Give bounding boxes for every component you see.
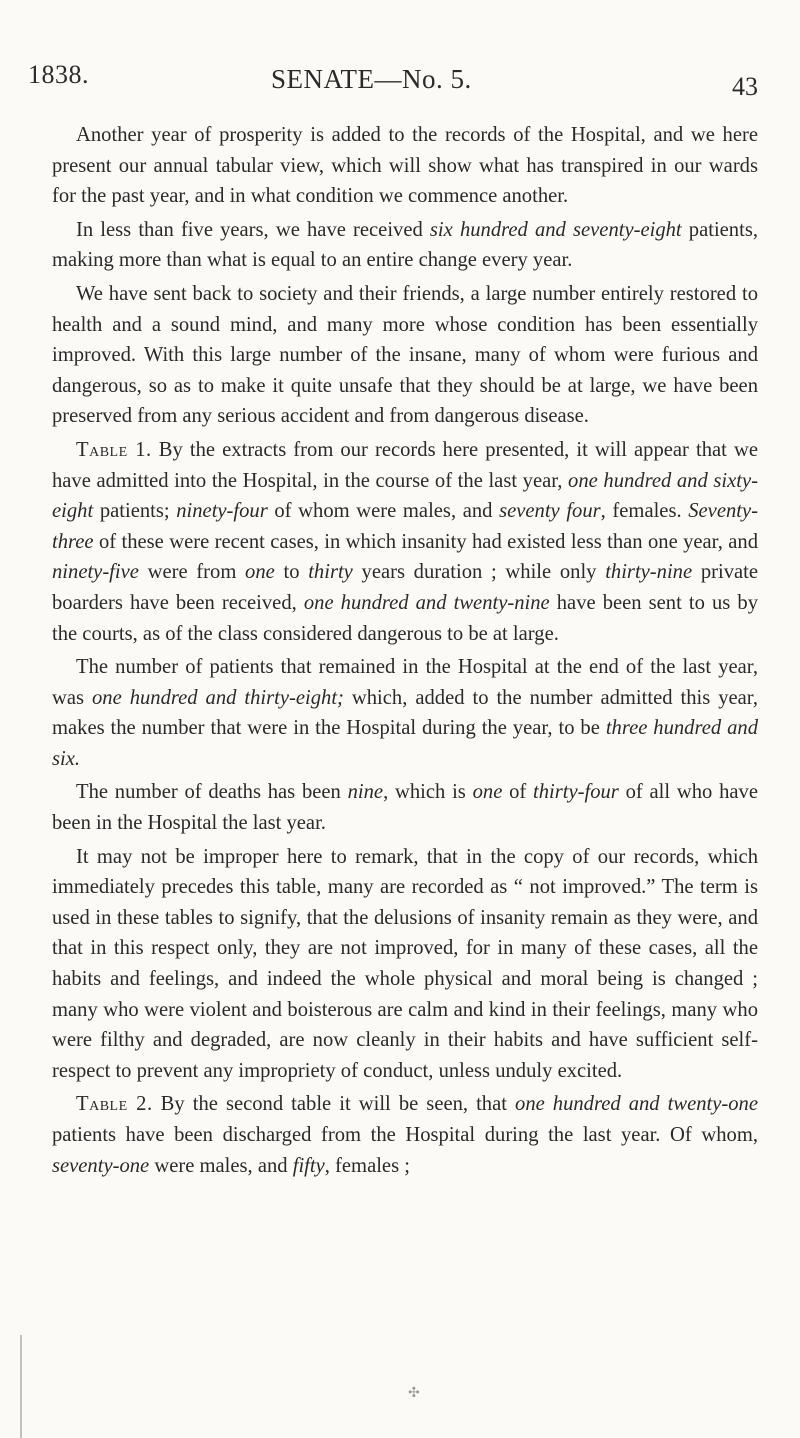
table-label: Table 2.	[76, 1093, 153, 1116]
text-run: patients, making more than what is equal to an entire change every year.	[52, 218, 758, 272]
text-run: By the second table it will be seen, that	[152, 1093, 516, 1116]
margin-rule	[20, 1335, 22, 1438]
paragraph-4	[52, 435, 758, 649]
emphasis-text: one hundred and twenty-nine	[303, 591, 550, 614]
paragraph-1	[52, 120, 758, 212]
text-run: were from	[138, 561, 246, 584]
paragraph-5	[52, 652, 758, 774]
text-run: , females.	[600, 500, 689, 523]
emphasis-text: nine	[347, 781, 384, 804]
header-title: SENATE—No. 5.	[271, 64, 472, 94]
emphasis-text: fifty	[292, 1154, 325, 1177]
emphasis-text: thirty	[308, 561, 353, 584]
page-number: 43	[732, 72, 758, 101]
text-run: to	[274, 561, 309, 584]
header-year: 1838.	[28, 60, 89, 89]
text-run: In less than five years, we have received	[76, 218, 430, 241]
paragraph-2	[52, 215, 758, 276]
emphasis-text: seventy-one	[52, 1154, 150, 1177]
emphasis-text: Seventy-three	[52, 500, 758, 553]
text-run: , which is	[383, 781, 473, 804]
text-run: were males, and	[149, 1154, 293, 1177]
emphasis-text: ninety-five	[52, 561, 139, 584]
paragraph-8	[52, 1089, 758, 1181]
text-run: of these were recent cases, in which insanity had existed less than one year, and	[93, 530, 758, 553]
text-run: , females ;	[324, 1154, 410, 1177]
emphasis-text: ninety-four	[176, 500, 268, 523]
emphasis-text: six hundred and seventy-eight	[429, 218, 682, 241]
text-run: The number of patients that remained in the Hospital at the end of the last year, was	[52, 656, 758, 709]
emphasis-text: thirty-four	[533, 781, 619, 804]
text-run: patients have been discharged from the Hospital during the last year. Of whom,	[52, 1124, 758, 1146]
text-run: of whom were males, and	[267, 500, 500, 523]
text-run: of all who have been in the Hospital the last year.	[52, 781, 758, 835]
paragraph-3	[52, 279, 758, 432]
paragraph-text: Another year of prosperity is added to the records of the Hospital, and we here present our annual tabular view, which will show what has transpired in our wards for the past year, and in what condition we commence another.	[52, 124, 758, 208]
emphasis-text: three hundred and six.	[52, 717, 758, 770]
emphasis-text: thirty-nine	[605, 561, 693, 584]
text-run: which, added to the number admitted this year, makes the number that were in the Hospital during the year, to be	[52, 686, 758, 740]
paragraph-7	[52, 842, 758, 1087]
text-run: private boarders have been received,	[52, 561, 758, 614]
text-run: of	[502, 781, 534, 804]
emphasis-text: one	[245, 561, 275, 584]
text-run: By the extracts from our records here presented, it will appear that we have admitted into the Hospital, in the course of the last year,	[52, 438, 758, 492]
paragraph-text: It may not be improper here to remark, that in the copy of our records, which immediately precedes this table, many are recorded as “ not improved.” The term is used in these tables to signify, that the delusions of insanity remain as they were, and that in this respect only, they are not improved, for in many of these cases, all the habits and feelings, and indeed the whole physical and moral being is changed ; many who were violent and boisterous are calm and kind in their feelings, many who were filthy and degraded, are now cleanly in their habits and have sufficient self-respect to prevent any impropriety of conduct, unless unduly excited.	[52, 845, 758, 1082]
text-run: The number of deaths has been	[76, 781, 348, 804]
emphasis-text: one hundred and sixty-eight	[52, 469, 758, 523]
emphasis-text: one hundred and twenty-one	[515, 1093, 758, 1116]
table-label: Table 1.	[76, 438, 152, 461]
body-text	[52, 120, 758, 1181]
paragraph-text: We have sent back to society and their friends, a large number entirely restored to health and a sound mind, and many more whose condition has been essentially improved. With this large number of the insane, many of whom were furious and dangerous, so as to make it quite unsafe that they should be at large, we have been preserved from any serious accident and from dangerous disease.	[52, 282, 758, 428]
paragraph-6	[52, 777, 758, 838]
text-run: have been sent to us by the courts, as of the class considered dangerous to be at large.	[52, 591, 758, 645]
printer-mark-icon: ✣	[408, 1386, 420, 1401]
text-run: patients;	[93, 500, 177, 523]
emphasis-text: one hundred and thirty-eight;	[92, 686, 344, 709]
emphasis-text: seventy four	[499, 500, 601, 523]
emphasis-text: one	[472, 781, 503, 804]
text-run: years duration ; while only	[352, 561, 606, 584]
